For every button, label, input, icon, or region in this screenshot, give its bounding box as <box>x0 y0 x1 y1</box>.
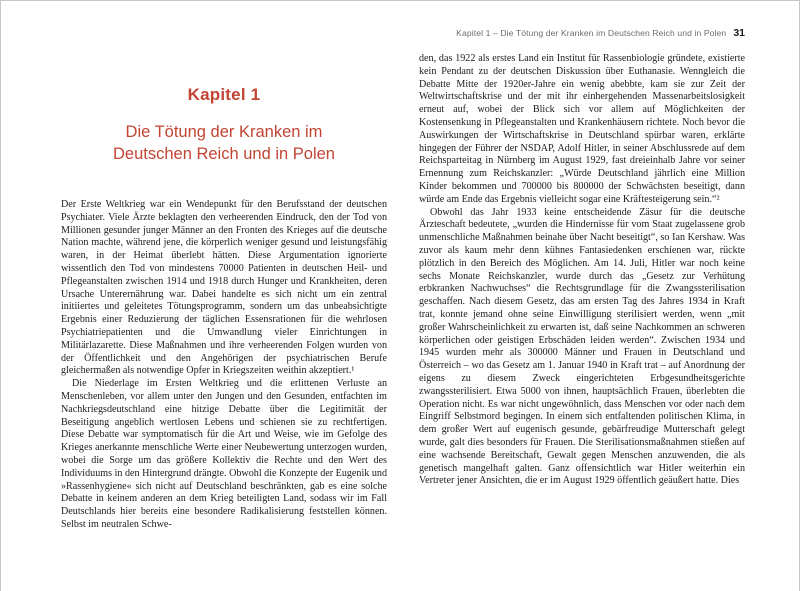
right-paragraph-2: Obwohl das Jahr 1933 keine entscheidende Zäsur für die deutsche Ärzteschaft bedeutete, „wurden die Hindernisse für vom Staat zugelassene grob unmenschliche Maßnahmen beinahe über Nacht beseitigt“, so Ian Kershaw. Was zuvor als kaum mehr denn kühnes Fantasiedenken erschienen war, rückte plötzlich in den Bereich des Möglichen. Am 14. Juli, Hitler war noch keine sechs Monate Reichskanzler, wurde durch das „Gesetz zur Verhütung erbkranken Nachwuchses“ die Rechtsgrundlage für die Zwangssterilisation geschaffen. Nach diesem Gesetz, das am ersten Tag des Jahres 1934 in Kraft trat, konnte jemand ohne seine Einwilligung sterilisiert werden, wenn „mit großer Wahrscheinlichkeit zu erwarten ist, daß seine Nachkommen an schweren körperlichen oder geistigen Erbschäden leiden werden“. Zwischen 1934 und 1945 wurden mehr als 300000 Männer und Frauen in Deutschland und Österreich – wo das Gesetz am 1. Januar 1940 in Kraft trat – auf Anordnung der eigens zu diesem Zweck eingerichteten Erbgesundheitsgerichte zwangssterilisiert. Etwa 5000 von ihnen, hauptsächlich Frauen, überlebten die Operation nicht. Es war nicht ungewöhnlich, dass Menschen vor oder nach dem Eingriff Selbstmord begingen. In einem sich entfaltenden politischen Klima, in dem großer Wert auf eugenisch gesunde, gebärfreudige Mutterschaft gelegt wurde, galt dies besonders für Frauen. Die Sterilisationsmaßnahmen stießen auf eine wachsende Bereitschaft, Gewalt gegen Menschen anzuwenden, die als genetisch mangelhaft galten. Ganz offensichtlich war Hitler weiterhin ein Vertreter jener Ansichten, die er im August 1929 öffentlich geäußert hatte. Dies <box>419 206 745 487</box>
left-paragraph-1: Der Erste Weltkrieg war ein Wendepunkt für den Berufsstand der deutschen Psychiater. Viele Ärzte beklagten den verheerenden Eindruck, den der Tod von Millionen gesunder junger Männer an den Fronten des Krieges auf die deutsche Nation machte, während jene, die körperlich weniger gesund und leistungsfähig waren, in der Heimat überlebt hätten. Diese Argumentation ignorierte wissentlich den Tod von mindestens 70000 Patienten in deutschen Heil- und Pflegeanstalten zwischen 1914 und 1918 durch Hunger und Krankheiten, deren Ursache Unterernährung war. Dabei handelte es sich nicht um ein zentral initiiertes und geleitetes Tötungsprogramm, sondern um das unbeabsichtigte Ergebnis einer Reduzierung der täglichen Essensrationen für die wehrlosen Psychiatriepatienten und die Umwandlung vieler Einrichtungen in Militärlazarette. Diese Maßnahmen und ihre verheerenden Folgen wurden von der Öffentlichkeit und den Angehörigen der psychiatrischen Berufe gleichermaßen als notwendige Opfer in Kriegszeiten weithin akzeptiert.¹ <box>61 199 387 377</box>
chapter-label: Kapitel 1 <box>187 85 261 104</box>
page-number: 31 <box>733 27 745 39</box>
chapter-heading <box>61 85 387 165</box>
running-title: Kapitel 1 – Die Tötung der Kranken im Deutschen Reich und in Polen <box>456 28 727 38</box>
chapter-title <box>61 121 387 165</box>
left-page-body <box>61 199 387 565</box>
right-page <box>400 1 799 591</box>
running-header <box>419 23 745 41</box>
right-page-body <box>419 53 745 577</box>
chapter-title-line-1: Die Tötung der Kranken im <box>125 123 323 141</box>
left-page <box>1 1 400 591</box>
right-paragraph-1: den, das 1922 als erstes Land ein Institut für Rassenbiologie gründete, existierte kein Pendant zu der deutschen Diskussion über Euthanasie. Wenngleich die Debatte Mitte der 1920er-Jahre ein wenig abebbte, kam sie zur Zeit der Weltwirtschaftskrise und der mit ihr einhergehenden Massenarbeitslosigkeit erneut auf, wobei der Blick sich vor allem auf Möglichkeiten der Kostensenkung in Pflegeanstalten und Krankenhäusern richtete. Noch bevor die Auswirkungen der Wirtschaftskrise in Deutschland spürbar waren, erklärte hingegen der Führer der NSDAP, Adolf Hitler, in seiner Abschlussrede auf dem Reichsparteitag in Nürnberg im August 1929, fast dreieinhalb Jahre vor seiner Ernennung zum Reichskanzler: „Würde Deutschland jährlich eine Million Kinder bekommen und 700000 bis 800000 der Schwächsten beseitigt, dann würde am Ende das Ergebnis vielleicht sogar eine Kräftesteigerung sein.“² <box>419 53 745 205</box>
left-paragraph-2: Die Niederlage im Ersten Weltkrieg und die erlittenen Verluste an Menschenleben, vor allem unter den Jungen und den Gesunden, entfachten im Nachkriegsdeutschland eine hitzige Debatte über die Legitimität der Beseitigung angeblich wertlosen Lebens und schienen sie zu rechtfertigen. Diese Debatte war symptomatisch für die Art und Weise, wie im Gefolge des Krieges anerkannte menschliche Werte einer Neubewertung unterzogen wurden, wobei die Sorge um das größere Kollektiv die Rechte und den Wert des Individuums in den Hintergrund drängte. Obwohl die Konzepte der Eugenik und »Rassenhygiene« sich nicht auf Deutschland beschränkten, gab es eine solche Debatte in keinem anderen an dem Krieg beteiligten Land, sodass wir im Fall Deutschlands hier bereits eine besondere Radikalisierung feststellen können. Selbst im neutralen Schwe- <box>61 378 387 530</box>
chapter-title-line-2: Deutschen Reich und in Polen <box>113 145 335 163</box>
